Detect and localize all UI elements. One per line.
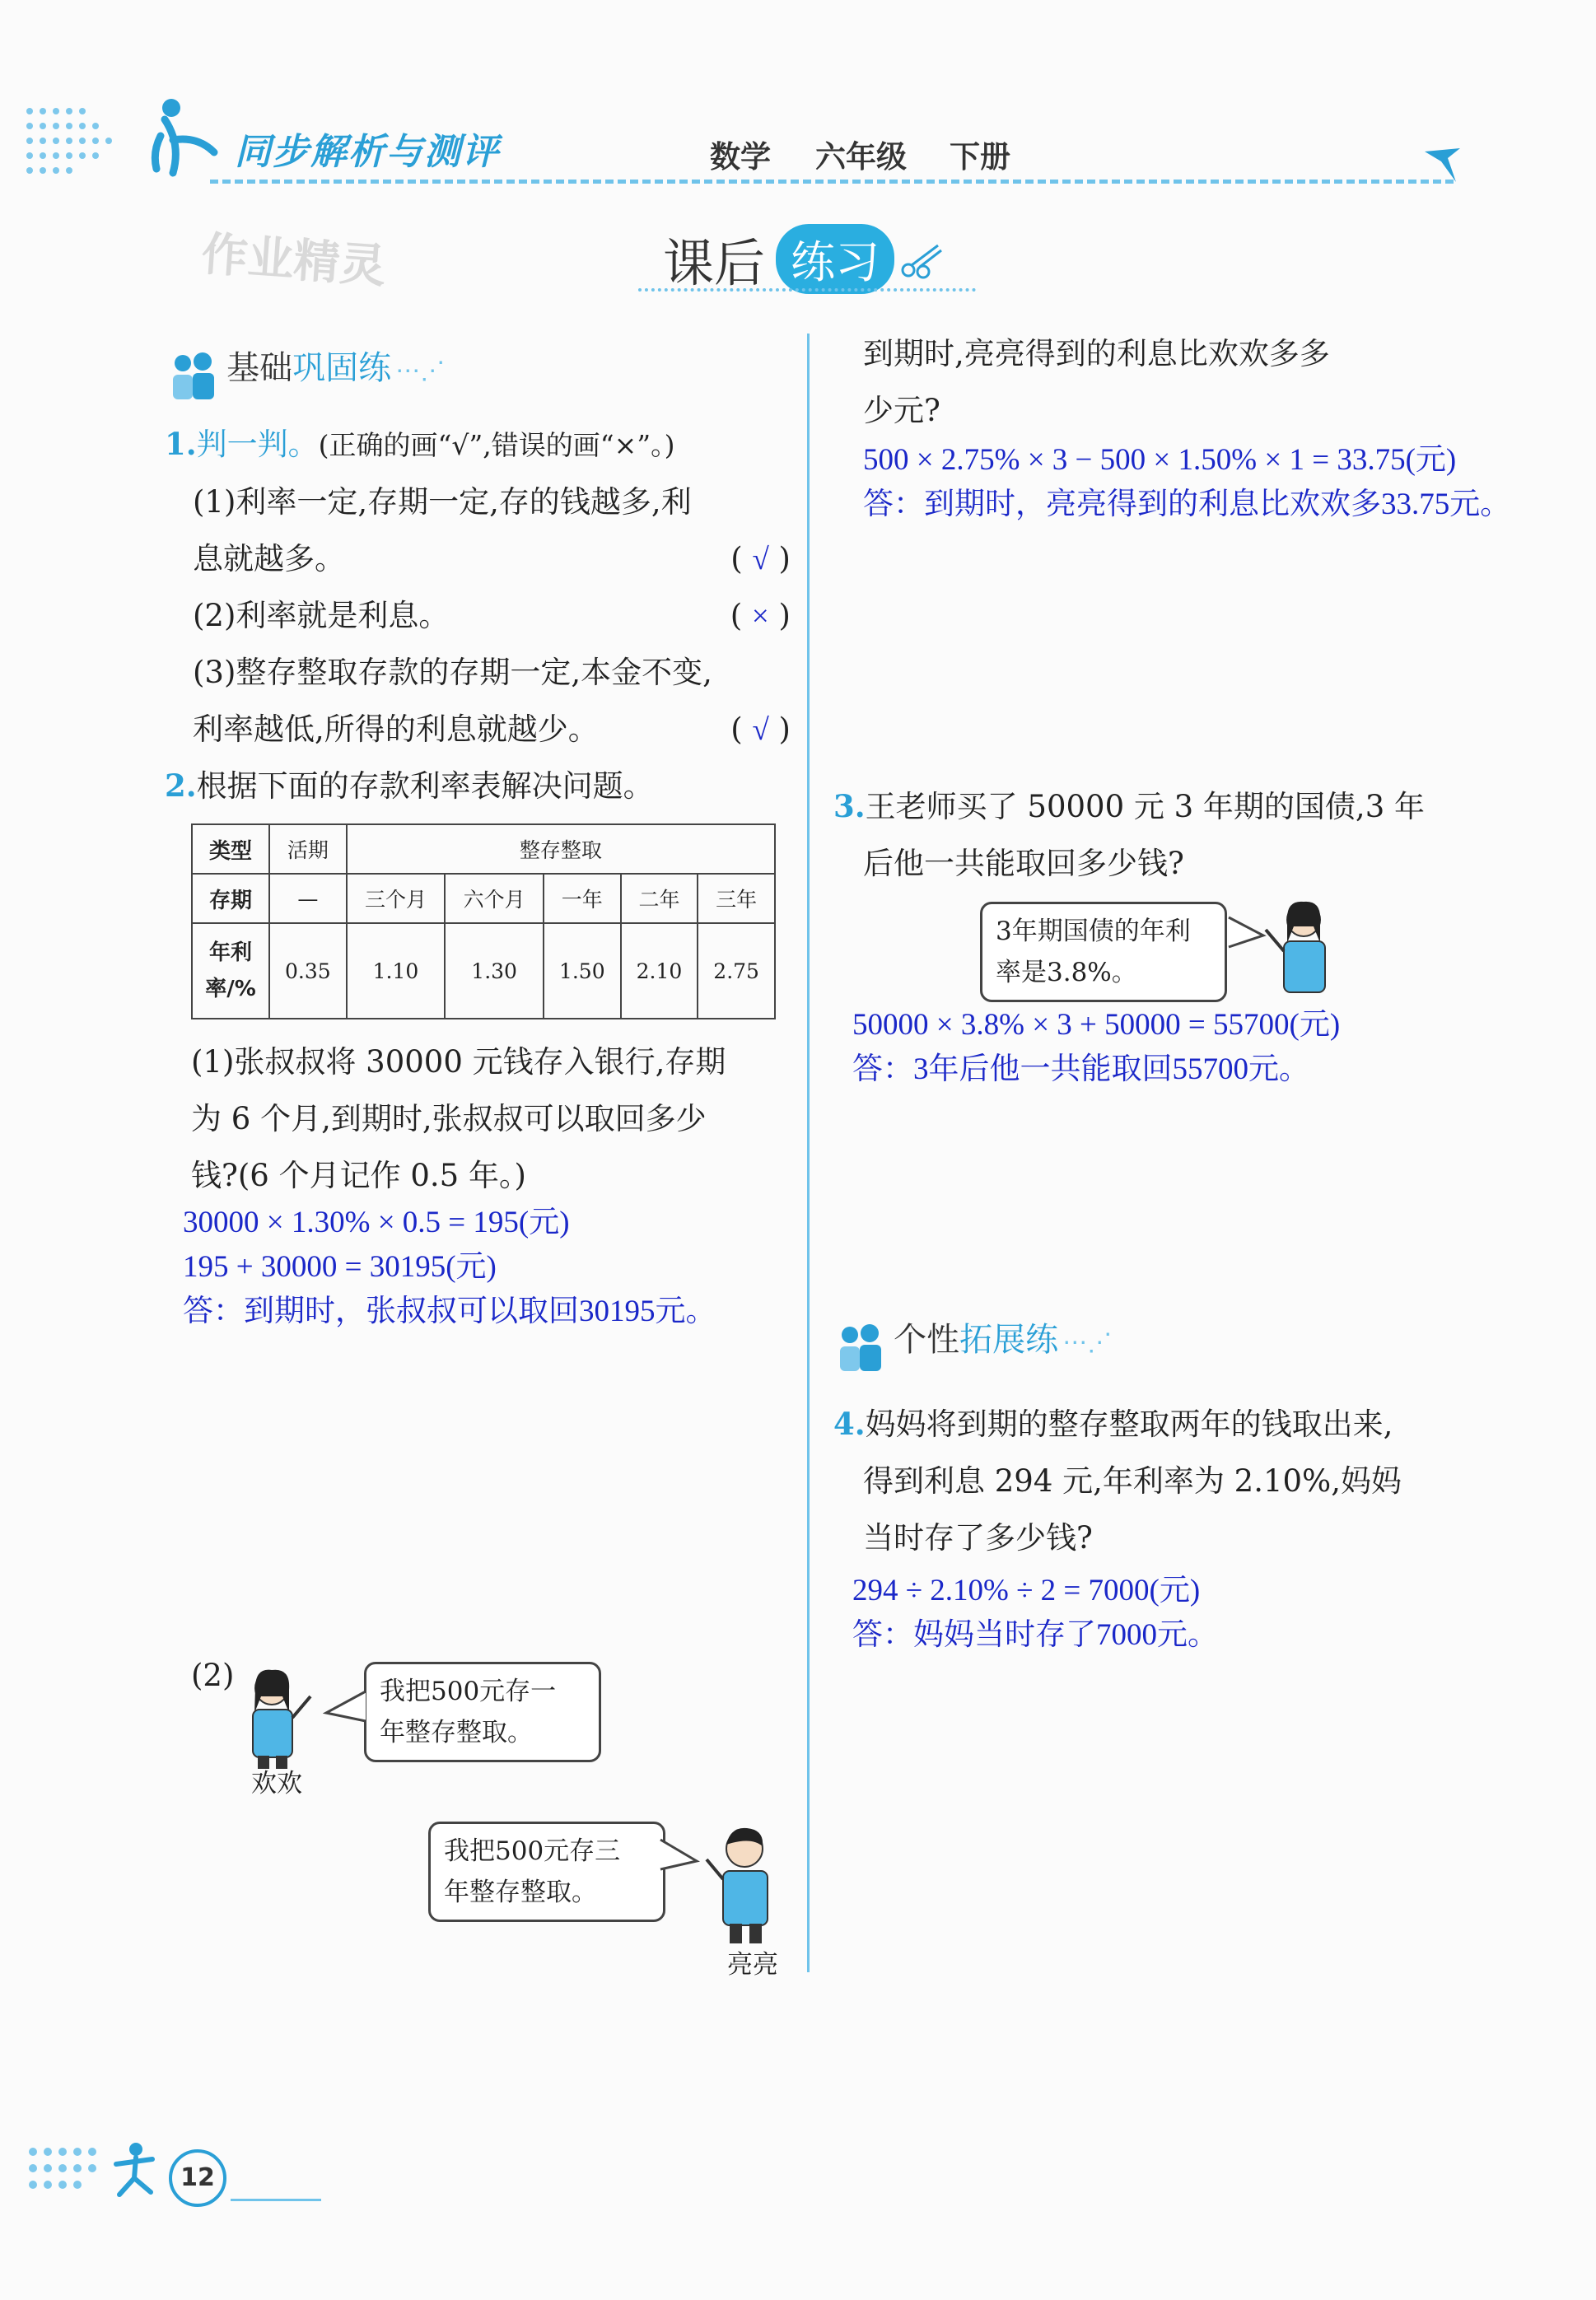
section-extend-title-light: 拓展练 <box>959 1321 1059 1359</box>
q1-item-1 <box>165 474 791 587</box>
q1-number: 1. <box>165 426 197 462</box>
table-cell: 六个月 <box>445 874 544 923</box>
scissors-icon <box>898 239 948 280</box>
q4-line3: 当时存了多少钱? <box>863 1520 1093 1556</box>
q4-line1: 妈妈将到期的整存整取两年的钱取出来, <box>865 1407 1393 1442</box>
q1 <box>165 416 791 758</box>
page-title-part1: 课后 <box>663 233 766 293</box>
liangliang-speech-line1: 我把500元存三 <box>444 1836 621 1866</box>
runner-logo-icon <box>148 95 231 185</box>
section-basic-title-light: 巩固练 <box>292 349 392 387</box>
q4 <box>833 1396 1476 1566</box>
q1-header <box>165 416 791 474</box>
table-header-rate-line2: 率/% <box>205 977 256 1001</box>
q2-sub1-answer-line3: 答：到期时，张叔叔可以取回30195元。 <box>183 1295 716 1328</box>
huanhuan-speech-line1: 我把500元存一 <box>380 1677 557 1706</box>
table-cell: 2.75 <box>698 923 775 1019</box>
dots-decoration: ⋯⋰ <box>395 357 446 385</box>
q1-item-1-answer-box: ( √ ) <box>730 541 791 576</box>
table-cell: 一年 <box>544 874 621 923</box>
q3-answer-line1: 50000 × 3.8% × 3 + 50000 = 55700(元) <box>852 1008 1341 1042</box>
q4-answer <box>852 1569 1218 1658</box>
table-cell: 1.50 <box>544 923 621 1019</box>
volume-label: 下册 <box>950 139 1010 175</box>
table-cell: 三个月 <box>347 874 446 923</box>
dots-decoration: ⋯⋰ <box>1062 1328 1113 1357</box>
q1-item-3 <box>165 644 791 758</box>
section-basic-title-dark: 基础 <box>226 349 293 387</box>
q2-text: 根据下面的存款利率表解决问题。 <box>196 768 654 804</box>
header-dashed-line <box>210 180 1454 184</box>
table-header-term: 存期 <box>192 874 269 923</box>
liangliang-speech-bubble <box>428 1822 665 1922</box>
series-title: 同步解析与测评 <box>235 131 500 173</box>
q3-answer <box>852 1003 1340 1092</box>
page-title-part2: 练习 <box>776 224 894 294</box>
column-divider <box>807 334 810 1972</box>
table-header-fixed: 整存整取 <box>347 824 775 874</box>
rate-table <box>191 823 776 1019</box>
q1-item-1-line2: 息就越多。 <box>193 541 345 576</box>
q1-item-2 <box>165 587 791 644</box>
dot-pattern-decoration <box>26 2145 109 2199</box>
huanhuan-speech-bubble <box>364 1662 601 1762</box>
q3-speech-bubble <box>980 902 1227 1002</box>
q3-line1: 王老师买了 50000 元 3 年期的国债,3 年 <box>865 789 1425 824</box>
table-cell: 二年 <box>621 874 698 923</box>
q2-sub1-answer-line1: 30000 × 1.30% × 0.5 = 195(元) <box>183 1206 570 1239</box>
q1-item-2-mark: × <box>751 599 769 633</box>
liangliang-speech-line2: 年整存整取。 <box>444 1878 597 1907</box>
table-header-rate <box>192 923 269 1019</box>
q4-number: 4. <box>833 1406 866 1442</box>
table-row <box>192 874 775 923</box>
q3 <box>833 778 1476 892</box>
q2-sub2-answer-line1: 500 × 2.75% × 3 − 500 × 1.50% × 1 = 33.75(元) <box>863 443 1457 477</box>
table-cell: 2.10 <box>621 923 698 1019</box>
girl-huanhuan-illustration <box>235 1663 317 1770</box>
page-number <box>169 2149 226 2207</box>
table-cell: 0.35 <box>269 923 347 1019</box>
teacher-illustration <box>1256 893 1346 1009</box>
table-row <box>192 824 775 874</box>
people-icon <box>832 1320 889 1374</box>
q2-sub2-label: (2) <box>191 1658 235 1693</box>
page-number-text: 12 <box>180 2163 215 2192</box>
q2-sub1-line1: (1)张叔叔将 30000 元钱存入银行,存期 <box>191 1044 726 1080</box>
section-basic-header <box>165 342 445 399</box>
q2-sub1 <box>191 1033 800 1204</box>
q1-item-2-answer-box: ( × ) <box>730 598 791 633</box>
table-cell: 1.30 <box>445 923 544 1019</box>
table-header-current: 活期 <box>269 824 347 874</box>
footer-line <box>231 2199 321 2201</box>
q1-item-3-answer-box: ( √ ) <box>730 711 791 747</box>
bubble-tail <box>323 1688 369 1729</box>
q1-instruction: (正确的画“√”,错误的画“×”。) <box>318 429 675 461</box>
boy-liangliang-illustration <box>702 1820 792 1952</box>
page-title-underline <box>638 288 976 292</box>
people-icon <box>165 348 222 403</box>
q3-speech-line1: 3年期国债的年利 <box>996 917 1191 946</box>
q2-header <box>165 758 654 814</box>
q1-item-2-line1: (2)利率就是利息。 <box>193 598 450 633</box>
q2-sub2-answer <box>863 438 1510 527</box>
arrow-icon <box>1423 145 1464 186</box>
section-extend-title-dark: 个性 <box>894 1321 960 1359</box>
grade-label: 六年级 <box>815 139 907 175</box>
q1-item-3-line1: (3)整存整取存款的存期一定,本金不变, <box>193 655 712 690</box>
bubble-tail <box>659 1836 700 1878</box>
table-header-type: 类型 <box>192 824 269 874</box>
q2-sub1-line2: 为 6 个月,到期时,张叔叔可以取回多少 <box>191 1101 707 1136</box>
q2-sub1-answer-line2: 195 + 30000 = 30195(元) <box>183 1250 497 1284</box>
q3-answer-line2: 答：3年后他一共能取回55700元。 <box>852 1052 1309 1086</box>
subject-label: 数学 <box>710 139 771 175</box>
table-header-rate-line1: 年利 <box>208 940 252 965</box>
liangliang-name: 亮亮 <box>727 1950 778 1980</box>
table-cell: 三年 <box>698 874 775 923</box>
q1-item-3-line2: 利率越低,所得的利息就越少。 <box>193 711 599 747</box>
q2-sub2-question <box>863 325 1472 439</box>
q1-item-1-mark: √ <box>752 543 769 576</box>
q4-answer-line1: 294 ÷ 2.10% ÷ 2 = 7000(元) <box>852 1574 1201 1607</box>
q4-answer-line2: 答：妈妈当时存了7000元。 <box>852 1618 1218 1652</box>
huanhuan-speech-line2: 年整存整取。 <box>380 1718 533 1747</box>
q2-sub1-line3: 钱?(6 个月记作 0.5 年。) <box>191 1158 526 1193</box>
q2-sub2-question-line2: 少元? <box>863 393 940 428</box>
q2-sub2-answer-line2: 答：到期时，亮亮得到的利息比欢欢多33.75元。 <box>863 488 1511 521</box>
section-extend-header <box>832 1313 1112 1371</box>
q3-speech-line2: 率是3.8%。 <box>996 958 1137 987</box>
q1-item-3-mark: √ <box>752 713 769 747</box>
table-row <box>192 923 775 1019</box>
q3-line2: 后他一共能取回多少钱? <box>863 846 1184 881</box>
huanhuan-name: 欢欢 <box>251 1769 302 1798</box>
watermark-text: 作业精灵 <box>199 227 388 294</box>
q2-sub1-answer <box>183 1201 716 1334</box>
q1-item-1-line1: (1)利率一定,存期一定,存的钱越多,利 <box>193 484 692 520</box>
q2-number: 2. <box>165 767 197 804</box>
page-title <box>663 222 948 296</box>
q2-sub2-question-line1: 到期时,亮亮得到的利息比欢欢多多 <box>863 336 1330 371</box>
q1-title: 判一判。 <box>196 427 319 462</box>
runner-logo-icon <box>111 2141 161 2199</box>
table-cell: — <box>269 874 347 923</box>
q4-line2: 得到利息 294 元,年利率为 2.10%,妈妈 <box>863 1463 1402 1499</box>
table-cell: 1.10 <box>347 923 446 1019</box>
q3-number: 3. <box>833 788 866 824</box>
